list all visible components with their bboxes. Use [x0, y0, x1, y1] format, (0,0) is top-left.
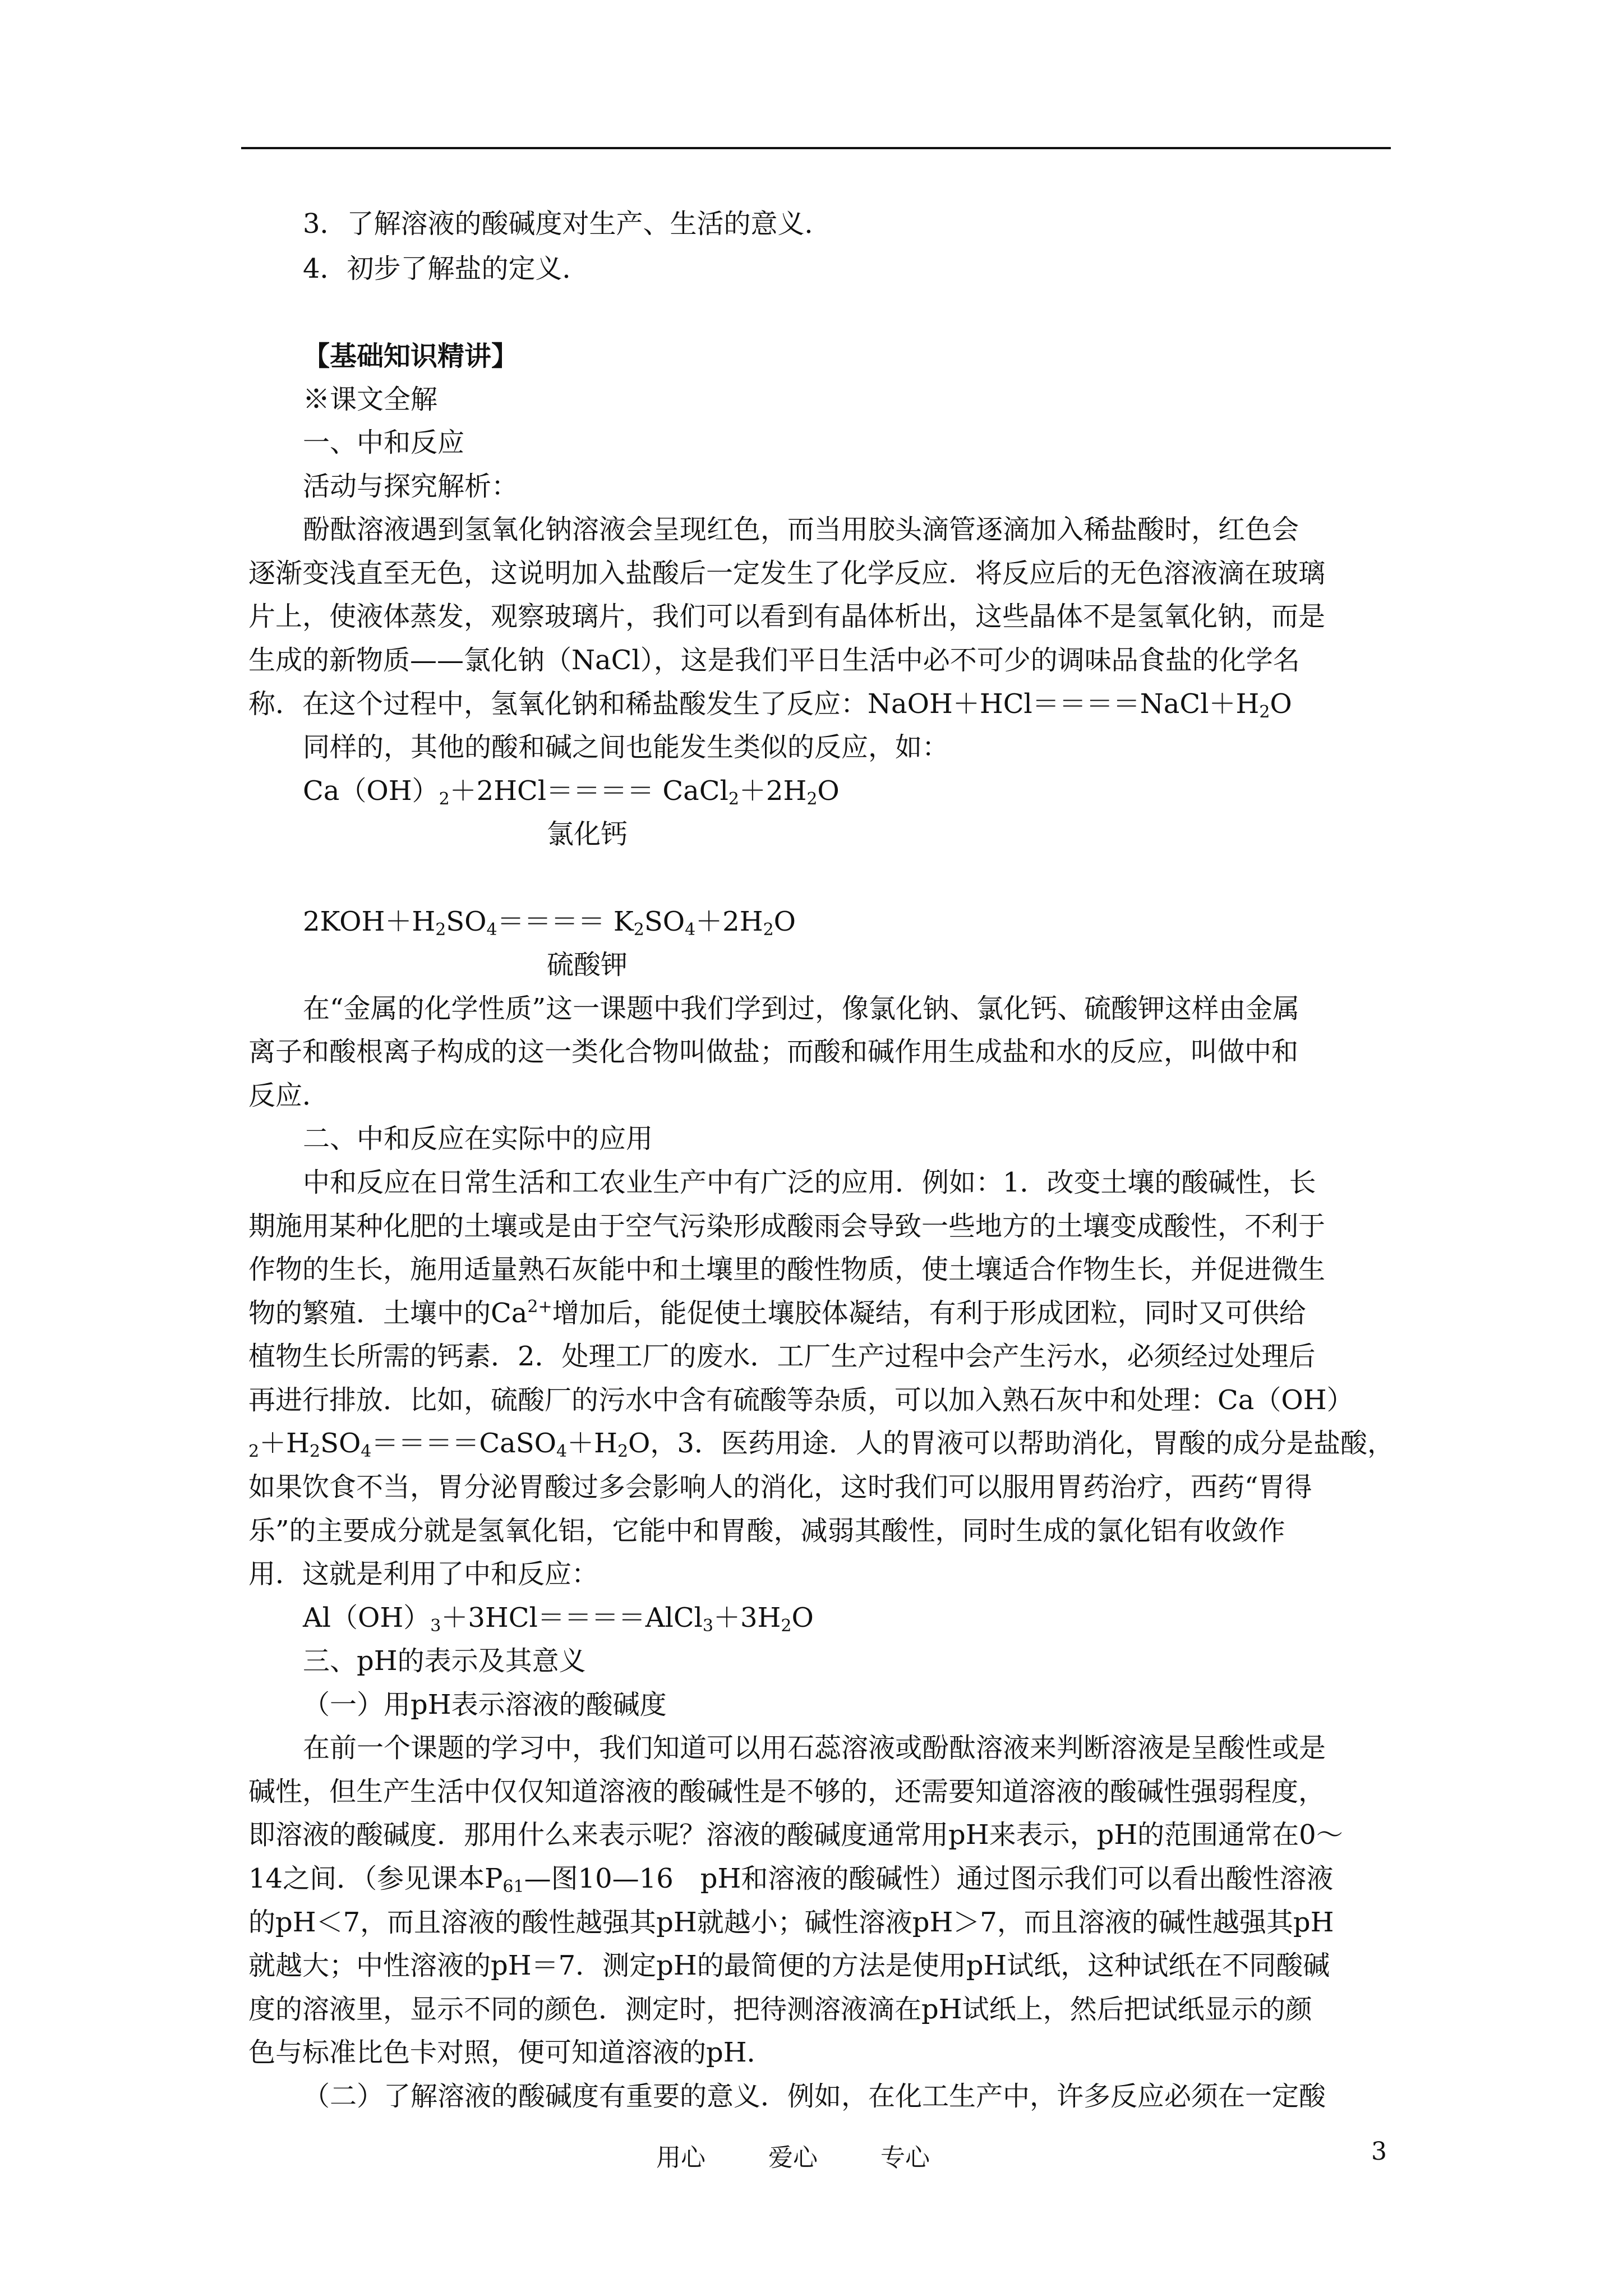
text-line: 即溶液的酸碱度．那用什么来表示呢？溶液的酸碱度通常用pH来表示，pH的范围通常在0～ [248, 1819, 1343, 1851]
footer-motto-3: 专心 [880, 2143, 930, 2172]
text-line: 三、pH的表示及其意义 [303, 1645, 586, 1677]
text-line: 中和反应在日常生活和工农业生产中有广泛的应用．例如：1．改变土壤的酸碱性，长 [303, 1167, 1316, 1198]
text-line: 度的溶液里，显示不同的颜色．测定时，把待测溶液滴在pH试纸上，然后把试纸显示的颜 [248, 1994, 1312, 2025]
text-line: 在前一个课题的学习中，我们知道可以用石蕊溶液或酚酞溶液来判断溶液是呈酸性或是 [303, 1732, 1326, 1764]
text-line: 的pH＜7，而且溶液的酸性越强其pH就越小；碱性溶液pH＞7，而且溶液的碱性越强其pH [248, 1907, 1334, 1938]
text-line: （一）用pH表示溶液的酸碱度 [303, 1689, 667, 1720]
text-line: 碱性，但生产生活中仅仅知道溶液的酸碱性是不够的，还需要知道溶液的酸碱性强弱程度， [248, 1776, 1326, 1807]
text-line: 再进行排放．比如，硫酸厂的污水中含有硫酸等杂质，可以加入熟石灰中和处理：Ca（OH） [248, 1384, 1354, 1416]
header-rule [241, 147, 1391, 149]
text-line: 就越大；中性溶液的pH＝7．测定pH的最简便的方法是使用pH试纸，这种试纸在不同酸碱 [248, 1950, 1330, 1981]
text-line: 氯化钙 [547, 818, 628, 850]
text-line: 【基础知识精讲】 [303, 341, 519, 372]
text-line: $_2+H_2SO_4====CaSO_4+H_2O$，3．医药用途．人的胃液可以帮助消化，胃酸的成分是盐酸， [248, 1428, 1394, 1461]
text-line: 期施用某种化肥的土壤或是由于空气污染形成酸雨会导致一些地方的土壤变成酸性，不利于 [248, 1211, 1326, 1242]
text-line: 乐”的主要成分就是氢氧化铝，它能中和胃酸，减弱其酸性，同时生成的氯化铝有收敛作 [248, 1515, 1285, 1547]
text-line: 活动与探究解析： [303, 471, 519, 502]
text-line: 色与标准比色卡对照，便可知道溶液的pH． [248, 2037, 774, 2068]
text-line: 一、中和反应 [303, 427, 465, 458]
text-line: 14之间．（参见课本$P_{61}—$图10—16 pH和溶液的酸碱性）通过图示我们可以看出酸性溶液 [248, 1863, 1334, 1897]
text-line: 酚酞溶液遇到氢氧化钠溶液会呈现红色，而当用胶头滴管逐滴加入稀盐酸时，红色会 [303, 514, 1299, 545]
page-number: 3 [1371, 2137, 1387, 2166]
text-line: 用．这就是利用了中和反应： [248, 1558, 599, 1590]
text-line: 同样的，其他的酸和碱之间也能发生类似的反应，如： [303, 731, 949, 763]
text-line: 称．在这个过程中，氢氧化钠和稀盐酸发生了反应：$NaOH+HCl====NaCl+H_2O$ [248, 688, 1292, 722]
text-line: 逐渐变浅直至无色，这说明加入盐酸后一定发生了化学反应．将反应后的无色溶液滴在玻璃 [248, 558, 1326, 589]
text-line: 反应． [248, 1080, 330, 1111]
text-line: 离子和酸根离子构成的这一类化合物叫做盐；而酸和碱作用生成盐和水的反应，叫做中和 [248, 1036, 1299, 1068]
text-line: ※课文全解 [303, 384, 438, 415]
text-line: 如果饮食不当，胃分泌胃酸过多会影响人的消化，这时我们可以服用胃药治疗，西药“胃得 [248, 1471, 1312, 1503]
text-line: 3．了解溶液的酸碱度对生产、生活的意义． [303, 208, 832, 240]
text-line: 硫酸钾 [547, 949, 628, 981]
text-line: （二）了解溶液的酸碱度有重要的意义．例如，在化工生产中，许多反应必须在一定酸 [303, 2081, 1326, 2112]
text-line: 4．初步了解盐的定义． [303, 253, 589, 284]
text-line: 作物的生长，施用适量熟石灰能中和土壤里的酸性物质，使土壤适合作物生长，并促进微生 [248, 1254, 1326, 1285]
text-line: 片上，使液体蒸发，观察玻璃片，我们可以看到有晶体析出，这些晶体不是氢氧化钠，而是 [248, 601, 1326, 632]
text-line: 在“金属的化学性质”这一课题中我们学到过，像氯化钠、氯化钙、硫酸钾这样由金属 [303, 993, 1300, 1024]
text-line: $2KOH+H_2SO_4==== K_2SO_4+2H_2O$ [303, 906, 796, 940]
text-line: 物的繁殖．土壤中的$Ca^{2+}$增加后，能促使土壤胶体凝结，有利于形成团粒，同时又可供给 [248, 1297, 1306, 1329]
text-line: $Al(OH)_3+3HCl====AlCl_3+3H_2O$ [303, 1602, 814, 1636]
text-line: 二、中和反应在实际中的应用 [303, 1123, 653, 1154]
text-line: 植物生长所需的钙素．2．处理工厂的废水．工厂生产过程中会产生污水，必须经过处理后 [248, 1341, 1316, 1372]
footer-motto-2: 爱心 [768, 2143, 818, 2172]
text-line: $Ca(OH)_2+2HCl====$ $CaCl_2+2H_2O$ [303, 775, 840, 809]
text-line: 生成的新物质——氯化钠（NaCl），这是我们平日生活中必不可少的调味品食盐的化学名 [248, 645, 1300, 676]
footer-motto-1: 用心 [656, 2143, 706, 2172]
